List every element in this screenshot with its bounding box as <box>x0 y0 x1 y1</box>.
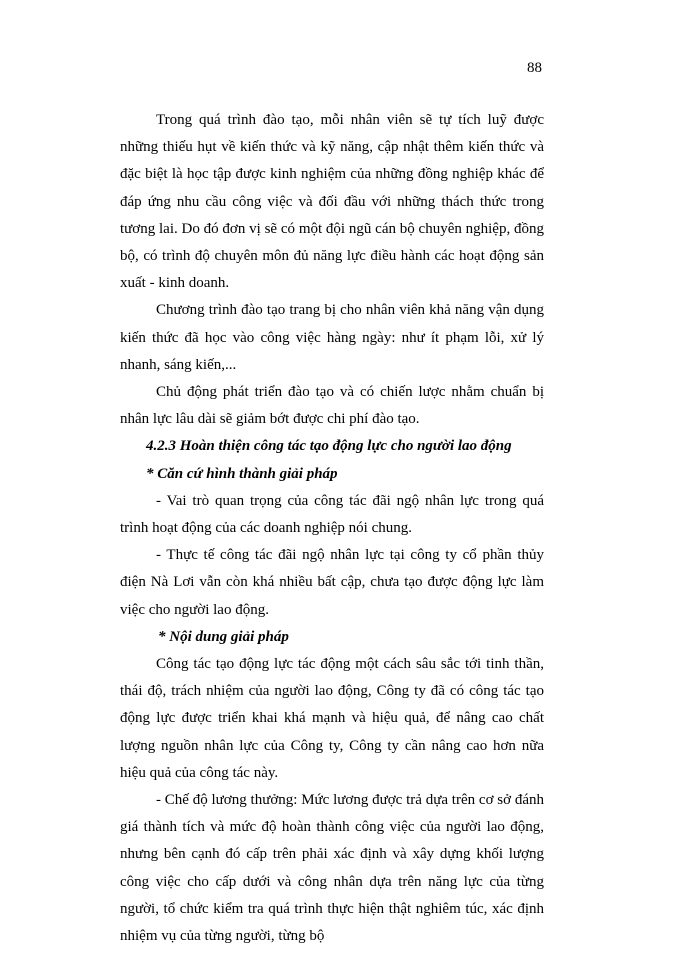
page-number: 88 <box>527 60 542 76</box>
subheading-basis: * Căn cứ hình thành giải pháp <box>146 465 338 482</box>
paragraph-reality: - Thực tế công tác đãi ngộ nhân lực tại công ty cổ phần thủy điện Nà Lơi vẫn còn khá nhiều bất cập, chưa tạo được động lực làm việc cho người lao động. <box>120 547 544 618</box>
subheading-content: * Nội dung giải pháp <box>158 628 289 645</box>
paragraph-training-benefits: Trong quá trình đào tạo, mỗi nhân viên sẽ tự tích luỹ được những thiếu hụt về kiến thức và kỹ năng, cập nhật thêm kiến thức và đặc biệt là học tập được kinh nghiệm của những đồng nghiệp khác để đáp ứng nhu cầu công việc và đối đầu với những thách thức trong tương lai. Do đó đơn vị sẽ có một đội ngũ cán bộ chuyên nghiệp, đồng bộ, có trình độ chuyên môn đủ năng lực điều hành các hoạt động sản xuất - kinh doanh. <box>120 112 544 292</box>
paragraph-training-program: Chương trình đào tạo trang bị cho nhân viên khả năng vận dụng kiến thức đã học vào công việc hàng ngày: như ít phạm lỗi, xử lý nhanh, sáng kiến,... <box>120 302 544 373</box>
paragraph-salary-policy: - Chế độ lương thưởng: Mức lương được trả dựa trên cơ sở đánh giá thành tích và mức độ hoàn thành công việc của người lao động, nhưng bên cạnh đó cấp trên phải xác định và xây dựng khối lượng công việc cho cấp dưới và công nhân dựa trên năng lực của từng người, tổ chức kiểm tra quá trình thực hiện thật nghiêm túc, xác định nhiệm vụ của từng người, từng bộ <box>120 792 544 945</box>
paragraph-role: - Vai trò quan trọng của công tác đãi ngộ nhân lực trong quá trình hoạt động của các doanh nghiệp nói chung. <box>120 492 544 537</box>
paragraph-proactive-training: Chủ động phát triển đào tạo và có chiến lược nhằm chuẩn bị nhân lực lâu dài sẽ giảm bớt được chi phí đào tạo. <box>120 384 544 428</box>
section-heading: 4.2.3 Hoàn thiện công tác tạo động lực cho người lao động <box>146 438 512 455</box>
document-body <box>120 107 544 950</box>
paragraph-motivation: Công tác tạo động lực tác động một cách sâu sắc tới tinh thần, thái độ, trách nhiệm của người lao động, Công ty đã có công tác tạo động lực được triển khai khá mạnh và hiệu quả, để nâng cao chất lượng nguồn nhân lực của Công ty, Công ty cần nâng cao hơn nữa hiệu quả của công tác này. <box>120 656 544 781</box>
